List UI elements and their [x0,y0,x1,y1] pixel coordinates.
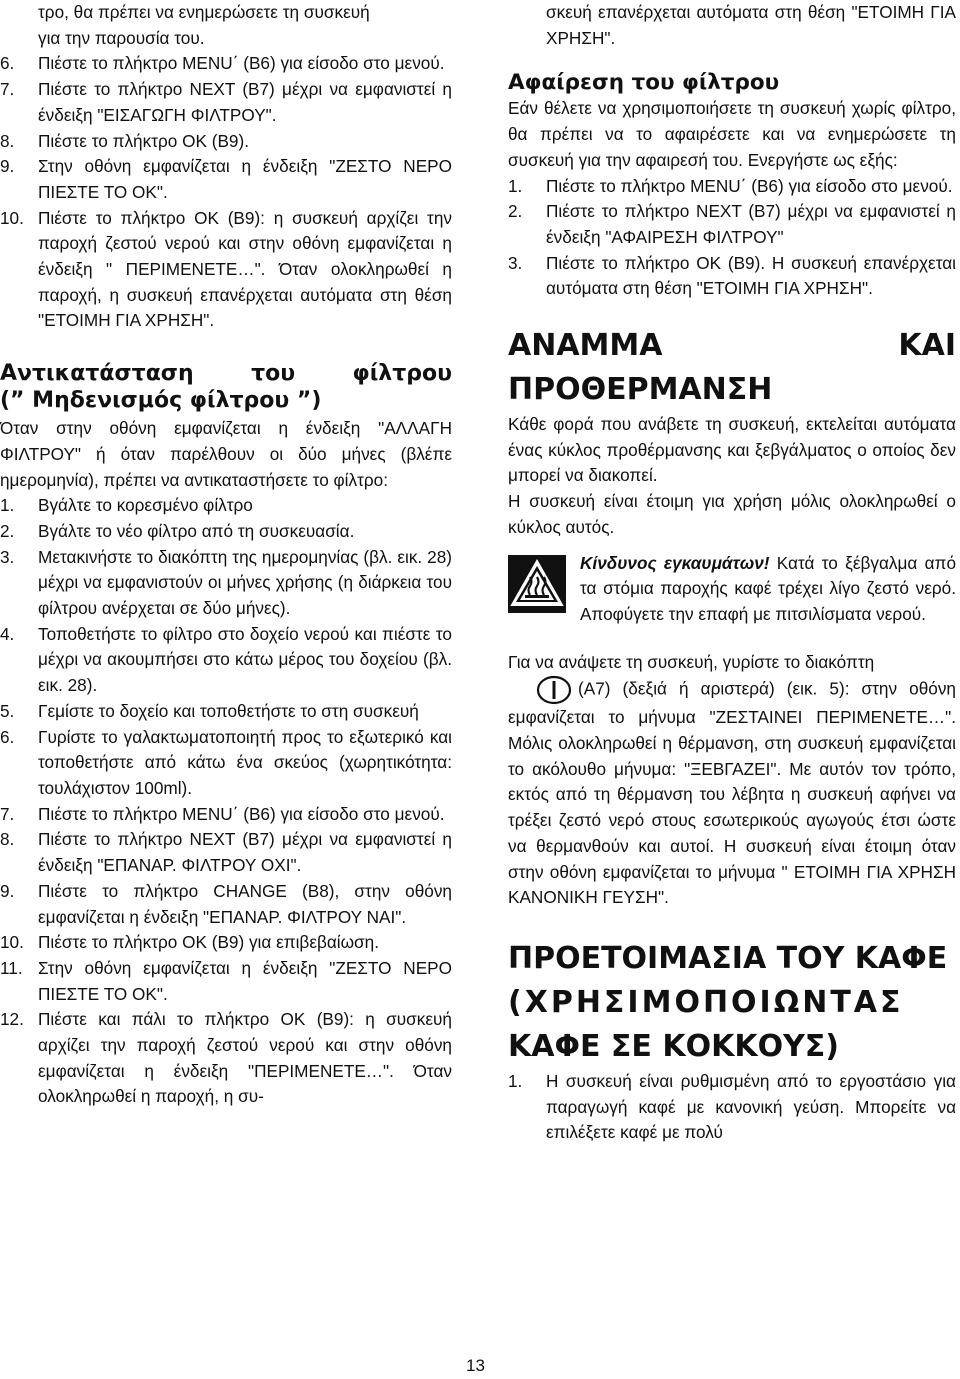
list-item: 3. Πιέστε το πλήκτρο OK (B9). Η συσκευή επανέρχεται αυτόματα στη θέση "ΕΤΟΙΜΗ ΓΙΑ ΧΡΗΣΗ". [508,252,956,299]
list-item: 10. Πιέστε το πλήκτρο OK (B9) για επιβεβαίωση. [0,932,379,953]
steps-list-insert [0,51,452,334]
ignite-paragraph-1: Κάθε φορά που ανάβετε τη συσκευή, εκτελείται αυτόματα ένας κύκλος προθέρμανσης και ξεβγάλματος ο οποίος δεν μπορεί να διακοπεί. [508,414,956,486]
list-item: 7. Πιέστε το πλήκτρο NEXT (B7) μέχρι να εμφανιστεί η ένδειξη "ΕΙΣΑΓΩΓΗ ΦΙΛΤΡΟΥ". [0,79,452,125]
list-item: 9. Πιέστε το πλήκτρο CHANGE (B8), στην οθόνη εμφανίζεται η ένδειξη "ΕΠΑΝΑΡ. ΦΙΛΤΡΟΥ ΝΑΙ". [0,880,452,927]
list-item: 9. Στην οθόνη εμφανίζεται η ένδειξη "ΖΕΣΤΟ ΝΕΡΟ ΠΙΕΣΤΕ ΤΟ ΟΚ". [0,156,452,202]
left-column [0,0,452,1110]
list-item: 8. Πιέστε το πλήκτρο NEXT (B7) μέχρι να εμφανιστεί η ένδειξη "ΕΠΑΝΑΡ. ΦΙΛΤΡΟΥ ΟΧΙ". [0,829,452,876]
steps-list-replace [0,493,452,1110]
hot-surface-warning-icon [508,555,566,613]
replace-intro: Όταν στην οθόνη εμφανίζεται η ένδειξη "ΑΛΛΑΓΗ ΦΙΛΤΡΟΥ" ή όταν παρέλθουν οι δύο μήνες (βλέπε ημερομηνία), πρέπει να αντικαταστήσετε το φίλτρο: [0,418,452,490]
list-item: 1. Βγάλτε το κορεσμένο φίλτρο [0,495,253,516]
heading-replace-filter: Αντικατάσταση του φίλτρου [0,361,452,387]
heading-prep-line3: ΚΑΦΕ ΣΕ ΚΟΚΚΟΥΣ) [508,1028,840,1064]
remove-intro: Εάν θέλετε να χρησιμοποιήσετε τη συσκευή χωρίς φίλτρο, θα πρέπει να το αφαιρέσετε και να ενημερώσετε τη συσκευή για την αφαιρεσή του. Ενεργήστε ως εξής: [508,98,956,170]
intro-line-1: τρο, θα πρέπει να ενημερώσετε τη συσκευή [38,2,370,22]
intro-continuation [0,0,452,51]
power-switch-icon [536,675,572,705]
list-item: 3. Μετακινήστε το διακόπτη της ημερομηνίας (βλ. εικ. 28) μέχρι να εμφανιστούν οι μήνες χρήσης (η διάρκεια του φίλτρου ανέρχεται σε δύο μήνες). [0,546,452,619]
list-item: 5. Γεμίστε το δοχείο και τοποθετήστε το στη συσκευή [0,700,419,721]
ignite-paragraph-2: Η συσκευή είναι έτοιμη για χρήση μόλις ολοκληρωθεί ο κύκλος αυτός. [508,491,956,537]
warning-text: Κίνδυνος εγκαυμάτων! Κατά το ξέβγαλμα από τα στόμια παροχής καφέ τρέχει λίγο ζεστό νερό. Αποφύγετε την επαφή με πιτσιλίσματα νερού. [580,552,956,624]
heading-ignite-line1: ΑΝΑΜΜΑ ΚΑΙ [508,328,956,364]
page-number: 13 [466,1356,485,1375]
burn-warning [508,551,956,628]
list-item: 11. Στην οθόνη εμφανίζεται η ένδειξη "ΖΕΣΤΟ ΝΕΡΟ ΠΙΕΣΤΕ ΤΟ ΟΚ". [0,957,452,1004]
heading-reset-filter: (” Μηδενισμός φίλτρου ”) [0,388,322,414]
list-item: 2. Βγάλτε το νέο φίλτρο από τη συσκευασία. [0,520,355,541]
list-item: 6. Γυρίστε το γαλακτωματοποιητή προς το εξωτερικό και τοποθετήστε από κάτω ένα σκεύος (χωρητικότητα: τουλάχιστον 100ml). [0,726,452,798]
heading-remove-filter: Αφαίρεση του φίλτρου [508,70,780,96]
intro-line-2: για την παρουσία του. [38,27,205,48]
list-item: 7. Πιέστε το πλήκτρο MENU΄ (B6) για είσοδο στο μενού. [0,803,445,824]
heading-prep-line2: (ΧΡΗΣΙΜΟΠΟΙΩΝΤΑΣ [508,984,904,1020]
list-item: 4. Τοποθετήστε το φίλτρο στο δοχείο νερού και πιέστε το μέχρι να ακουμπήσει στο κάτω μέρος του δοχείου (βλ. εικ. 28). [0,623,452,696]
list-item: 8. Πιέστε το πλήκτρο OK (B9). [0,130,249,151]
list-item: 10. Πιέστε το πλήκτρο OK (B9): η συσκευή αρχίζει την παροχή ζεστού νερού και στην οθόνη εμφανίζεται η ένδειξη " ΠΕΡΙΜΕΝΕΤΕ…". Όταν ολοκληρωθεί η παροχή, η συσκευή επανέρχεται αυτόματα στη θέση "ΕΤΟΙΜΗ ΓΙΑ ΧΡΗΣΗ". [0,207,452,331]
right-continuation: σκευή επανέρχεται αυτόματα στη θέση "ΕΤΟΙΜΗ ΓΙΑ ΧΡΗΣΗ". [546,2,956,48]
switch-paragraph: (A7) (δεξιά ή αριστερά) (εικ. 5): στην οθόνη εμφανίζεται το μήνυμα "ΖΕΣΤΑΙΝΕΙ ΠΕΡΙΜΕΝΕΤΕ…". Μόλις ολοκληρωθεί η θέρμανση, στη συσκευή εμφανίζεται το ακόλουθο μήνυμα: "ΞΕΒΓΑΖΕΙ". Με αυτόν τον τρόπο, εκτός από τη θέρμανση του λέβητα η συσκευή αφήνει να τρέξει ζεστό νερό στους εσωτερικούς αγωγούς έτσι ώστε να θερμανθούν και αυτοί. Η συσκευή είναι έτοιμη όταν στην οθόνη εμφανίζεται το μήνυμα " ΕΤΟΙΜΗ ΓΙΑ ΧΡΗΣΗ ΚΑΝΟΝΙΚΗ ΓΕΥΣΗ". [508,675,956,911]
steps-list-remove [508,174,956,303]
list-item: 1. Η συσκευή είναι ρυθμισμένη από το εργοστάσιο για παραγωγή καφέ με κανονική γεύση. Μπορείτε να επιλέξετε καφέ με πολύ [508,1070,956,1143]
heading-prep-line1: ΠΡΟΕΤΟΙΜΑΣΙΑ ΤΟΥ ΚΑΦΕ [508,940,948,976]
list-item: 1. Πιέστε το πλήκτρο MENU΄ (B6) για είσοδο στο μενού. [508,175,953,196]
switch-paragraph-start: Για να ανάψετε τη συσκευή, γυρίστε το διακόπτη [508,651,875,672]
right-column [508,0,956,1146]
list-item: 12. Πιέστε και πάλι το πλήκτρο OK (B9): η συσκευή αρχίζει την παροχή ζεστού νερού και στην οθόνη εμφανίζεται η ένδειξη "ΠΕΡΙΜΕΝΕΤΕ…". Όταν ολοκληρωθεί η παροχή, η συ- [0,1009,452,1107]
steps-list-prep [508,1069,956,1146]
heading-ignite-line2: ΠΡΟΘΕΡΜΑΝΣΗ [508,372,773,408]
list-item: 2. Πιέστε το πλήκτρο NEXT (B7) μέχρι να εμφανιστεί η ένδειξη "ΑΦΑΙΡΕΣΗ ΦΙΛΤΡΟΥ" [508,201,956,247]
list-item: 6. Πιέστε το πλήκτρο MENU΄ (B6) για είσοδο στο μενού. [0,53,445,74]
